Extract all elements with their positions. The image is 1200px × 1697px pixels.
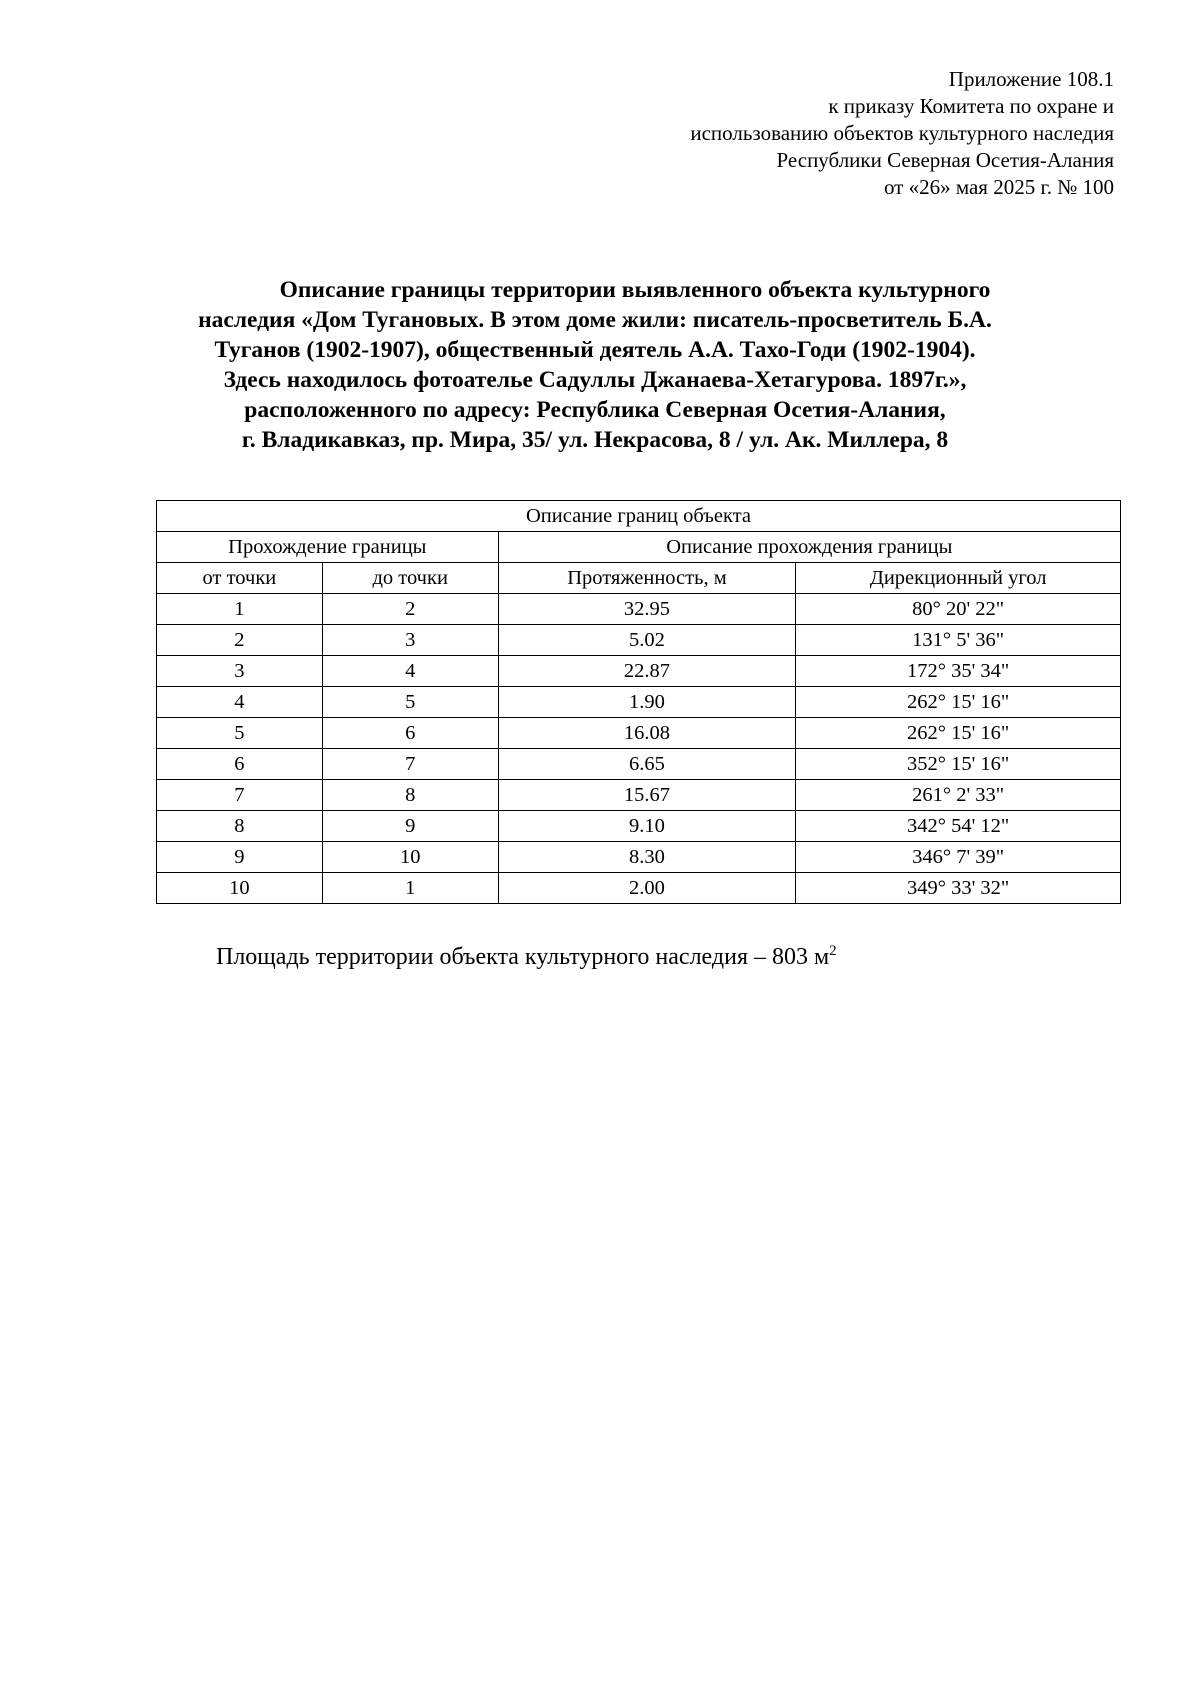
cell-to-point: 5 (322, 687, 498, 718)
cell-to-point: 1 (322, 873, 498, 904)
title-line-2: наследия «Дом Тугановых. В этом доме жили: писатель-просветитель Б.А. (198, 307, 992, 333)
cell-from-point: 1 (157, 594, 323, 625)
table-row (157, 718, 1121, 749)
cell-from-point: 7 (157, 780, 323, 811)
area-unit-superscript: 2 (829, 943, 837, 959)
cell-angle: 262° 15' 16" (796, 687, 1121, 718)
appendix-order-date: от «26» мая 2025 г. № 100 (883, 175, 1114, 199)
appendix-order-line-2: использованию объектов культурного наследия (690, 121, 1114, 145)
appendix-header (514, 66, 1114, 201)
table-row (157, 780, 1121, 811)
cell-from-point: 10 (157, 873, 323, 904)
cell-angle: 172° 35' 34" (796, 656, 1121, 687)
table-row (157, 687, 1121, 718)
cell-to-point: 8 (322, 780, 498, 811)
column-header-to-point: до точки (322, 563, 498, 594)
table-caption-row (157, 501, 1121, 532)
column-header-from-point: от точки (157, 563, 323, 594)
cell-to-point: 3 (322, 625, 498, 656)
table-caption: Описание границ объекта (157, 501, 1121, 532)
cell-angle: 261° 2' 33" (796, 780, 1121, 811)
cell-angle: 262° 15' 16" (796, 718, 1121, 749)
column-header-angle: Дирекционный угол (796, 563, 1121, 594)
cell-length: 6.65 (498, 749, 796, 780)
document-title (140, 275, 1050, 455)
table-row (157, 811, 1121, 842)
cell-length: 15.67 (498, 780, 796, 811)
cell-length: 1.90 (498, 687, 796, 718)
area-statement (216, 942, 837, 972)
group-header-description: Описание прохождения границы (498, 532, 1120, 563)
table-row (157, 842, 1121, 873)
appendix-order-line-3: Республики Северная Осетия-Алания (776, 148, 1114, 172)
table-row (157, 749, 1121, 780)
cell-length: 2.00 (498, 873, 796, 904)
group-header-passage: Прохождение границы (157, 532, 499, 563)
cell-length: 22.87 (498, 656, 796, 687)
cell-angle: 346° 7' 39" (796, 842, 1121, 873)
cell-to-point: 4 (322, 656, 498, 687)
cell-length: 32.95 (498, 594, 796, 625)
cell-from-point: 9 (157, 842, 323, 873)
cell-length: 5.02 (498, 625, 796, 656)
cell-to-point: 7 (322, 749, 498, 780)
cell-angle: 80° 20' 22" (796, 594, 1121, 625)
cell-length: 8.30 (498, 842, 796, 873)
cell-angle: 342° 54' 12" (796, 811, 1121, 842)
boundary-table (156, 500, 1121, 904)
cell-from-point: 8 (157, 811, 323, 842)
cell-length: 9.10 (498, 811, 796, 842)
cell-to-point: 6 (322, 718, 498, 749)
cell-angle: 352° 15' 16" (796, 749, 1121, 780)
table-row (157, 625, 1121, 656)
cell-to-point: 2 (322, 594, 498, 625)
cell-from-point: 2 (157, 625, 323, 656)
title-line-1: Описание границы территории выявленного объекта культурного (279, 277, 991, 303)
cell-to-point: 9 (322, 811, 498, 842)
table-row (157, 656, 1121, 687)
table-column-header-row (157, 563, 1121, 594)
appendix-order-line-1: к приказу Комитета по охране и (828, 94, 1114, 118)
table-group-header-row (157, 532, 1121, 563)
cell-angle: 131° 5' 36" (796, 625, 1121, 656)
title-line-5: расположенного по адресу: Республика Северная Осетия-Алания, (244, 397, 946, 423)
title-line-6: г. Владикавказ, пр. Мира, 35/ ул. Некрасова, 8 / ул. Ак. Миллера, 8 (241, 427, 949, 453)
title-line-3: Туганов (1902-1907), общественный деятель А.А. Тахо-Годи (1902-1904). (214, 337, 976, 363)
appendix-number: Приложение 108.1 (948, 67, 1114, 91)
title-line-4: Здесь находилось фотоателье Садуллы Джанаева-Хетагурова. 1897г.», (223, 367, 967, 393)
cell-from-point: 5 (157, 718, 323, 749)
cell-from-point: 4 (157, 687, 323, 718)
cell-from-point: 6 (157, 749, 323, 780)
area-text: Площадь территории объекта культурного наследия – 803 м (216, 944, 830, 970)
table-row (157, 594, 1121, 625)
column-header-length: Протяженность, м (498, 563, 796, 594)
cell-from-point: 3 (157, 656, 323, 687)
cell-length: 16.08 (498, 718, 796, 749)
cell-to-point: 10 (322, 842, 498, 873)
cell-angle: 349° 33' 32" (796, 873, 1121, 904)
table-row (157, 873, 1121, 904)
